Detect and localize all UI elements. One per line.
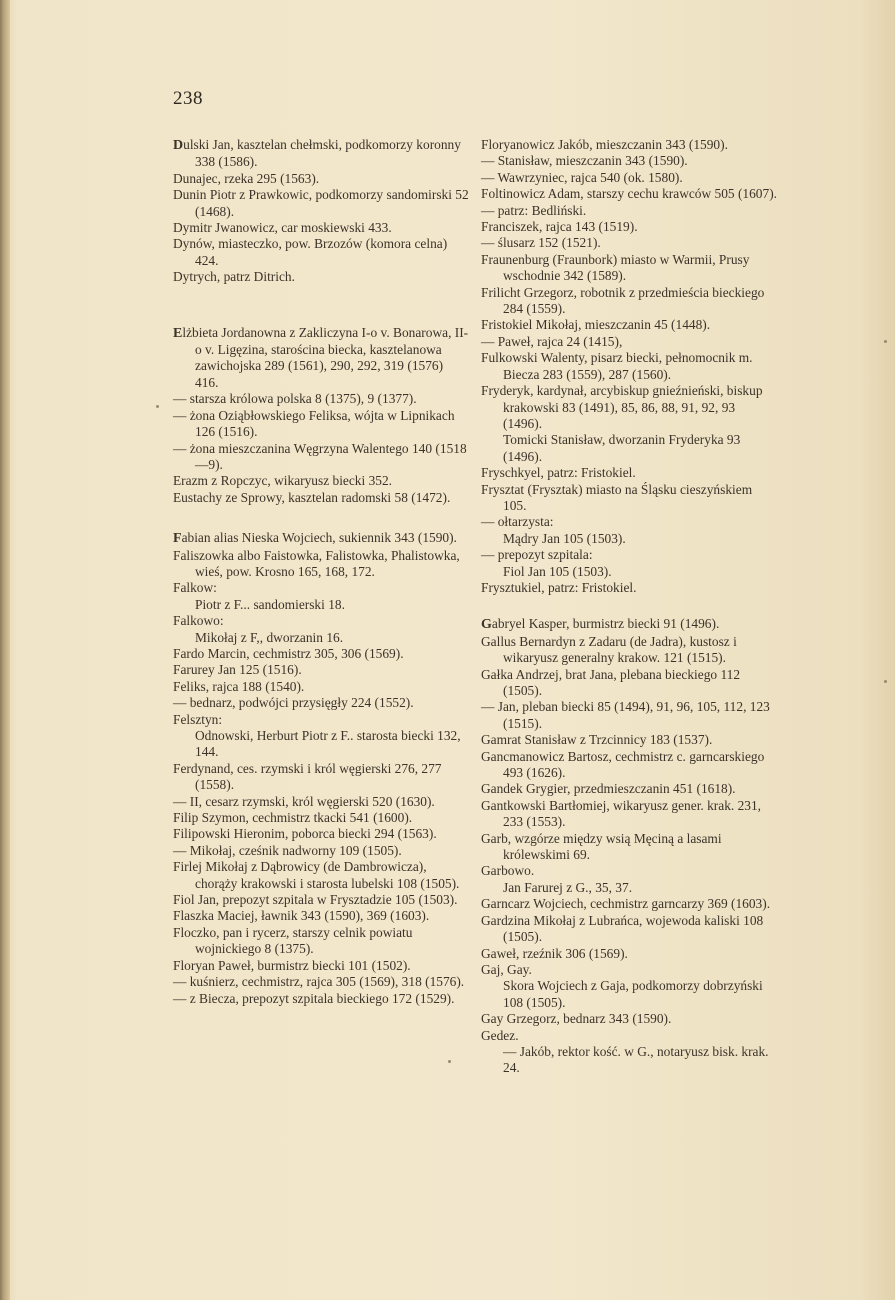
index-entry: — żona Oziąbłowskiego Feliksa, wójta w Lipnikach 126 (1516). [173, 407, 455, 440]
index-entry: Dunajec, rzeka 295 (1563). [173, 170, 320, 186]
index-entry: Floryanowicz Jakób, mieszczanin 343 (1590). [481, 137, 728, 152]
index-entry: Fraunenburg (Fraunbork) miasto w Warmii, Prusy wschodnie 342 (1589). [481, 251, 750, 284]
index-entry: Fulkowski Walenty, pisarz biecki, pełnomocnik m. Biecza 283 (1559), 287 (1560). [481, 350, 753, 382]
index-subentry: — Jakób, rektor kość. w G., notaryusz bisk. krak. 24. [503, 1043, 769, 1076]
index-entry: Gancmanowicz Bartosz, cechmistrz c. garncarskiego 493 (1626). [481, 748, 765, 781]
index-entry: Fryschkyel, patrz: Fristokiel. [481, 465, 636, 481]
index-entry: Fryderyk, kardynał, arcybiskup gnieźnieński, biskup krakowski 83 (1491), 85, 86, 88, 91, 92, 93 (1496). [481, 383, 763, 431]
index-entry: Faliszowka albo Faistowka, Falistowka, Phalistowka, wieś, pow. Krosno 165, 168, 172. [173, 547, 460, 579]
index-entry: Gallus Bernardyn z Zadaru (de Jadra), kustosz i wikaryusz generalny krakow. 121 (1515). [481, 633, 737, 666]
index-entry: Fardo Marcin, cechmistrz 305, 306 (1569). [173, 645, 404, 661]
index-entry: Frysztukiel, patrz: Fristokiel. [481, 579, 637, 595]
index-entry: — II, cesarz rzymski, król węgierski 520 (1630). [173, 793, 435, 809]
index-entry: Frilicht Grzegorz, robotnik z przedmieścia bieckiego 284 (1559). [481, 284, 765, 317]
index-entry: Garb, wzgórze między wsią Męciną a lasami królewskimi 69. [481, 830, 722, 863]
index-entry: Filip Szymon, cechmistrz tkacki 541 (1600). [173, 810, 413, 826]
index-entry: — ołtarzysta: [481, 514, 554, 530]
index-entry: — żona mieszczanina Węgrzyna Walentego 140 (1518—9). [173, 440, 467, 472]
index-entry: Ferdynand, ces. rzymski i król węgierski 276, 277 (1558). [173, 760, 442, 793]
index-subentry: Mikołaj z F,, dworzanin 16. [195, 629, 344, 645]
index-entry: Gaweł, rzeźnik 306 (1569). [481, 945, 628, 961]
index-entry: Fristokiel Mikołaj, mieszczanin 45 (1448). [481, 317, 711, 333]
paper-speck [884, 680, 887, 683]
index-entry: Eustachy ze Sprowy, kasztelan radomski 58 (1472). [173, 489, 451, 505]
index-entry: — Jan, pleban biecki 85 (1494), 91, 96, 105, 112, 123 (1515). [481, 699, 770, 731]
index-entry: Gay Grzegorz, bednarz 343 (1590). [481, 1011, 672, 1027]
index-entry: Gaj, Gay. [481, 961, 532, 977]
index-entry: Gedez. [481, 1027, 519, 1043]
index-entry: Felsztyn: [173, 711, 223, 727]
index-entry: Erazm z Ropczyc, wikaryusz biecki 352. [173, 473, 393, 489]
index-entry: Dymitr Jwanowicz, car moskiewski 433. [173, 220, 392, 236]
index-subentry: Piotr z F... sandomierski 18. [195, 596, 345, 612]
index-column-right [481, 137, 777, 1077]
index-entry: Floczko, pan i rycerz, starszy celnik powiatu wojnickiego 8 (1375). [173, 924, 413, 957]
index-entry: Foltinowicz Adam, starszy cechu krawców 505 (1607). [481, 186, 778, 202]
index-entry: — prepozyt szpitala: [481, 547, 593, 563]
paper-speck [156, 405, 159, 408]
section-gap [173, 506, 469, 530]
index-entry: Gamrat Stanisław z Trzcinnicy 183 (1537). [481, 732, 713, 748]
index-entry: Elżbieta Jordanowna z Zakliczyna I-o v. Bonarowa, II-o v. Ligęzina, starościna biecka, kasztelanowa zawichojska 289 (1561), 290, 292, 319 (1576) 416. [173, 324, 469, 390]
index-entry: Falkowo: [173, 613, 224, 629]
book-spine-edge [0, 0, 10, 1300]
index-entry: Filipowski Hieronim, poborca biecki 294 (1563). [173, 826, 437, 842]
index-entry: — starsza królowa polska 8 (1375), 9 (1377). [173, 391, 417, 407]
index-subentry: Tomicki Stanisław, dworzanin Fryderyka 93 (1496). [503, 432, 741, 464]
index-entry: Fabian alias Nieska Wojciech, sukiennik 343 (1590). [173, 530, 457, 547]
index-entry: Gardzina Mikołaj z Lubrańca, wojewoda kaliski 108 (1505). [481, 912, 764, 945]
index-column-left [173, 137, 469, 1007]
index-entry: Firlej Mikołaj z Dąbrowicy (de Dambrowicza), chorąży krakowski i starosta lubelski 108 (1505). [173, 859, 460, 891]
index-entry: — kuśnierz, cechmistrz, rajca 305 (1569), 318 (1576). [173, 974, 465, 990]
index-entry: — bednarz, podwójci przysięgły 224 (1552). [173, 695, 414, 711]
index-subentry: Skora Wojciech z Gaja, podkomorzy dobrzyński 108 (1505). [503, 978, 763, 1010]
index-entry: Gantkowski Bartłomiej, wikaryusz gener. krak. 231, 233 (1553). [481, 797, 762, 830]
index-entry: Dunin Piotr z Prawkowic, podkomorzy sandomirski 52 (1468). [173, 187, 469, 219]
index-entry: Gandek Grygier, przedmieszczanin 451 (1618). [481, 781, 736, 797]
index-entry: Falkow: [173, 580, 217, 596]
index-entry: Dynów, miasteczko, pow. Brzozów (komora celna) 424. [173, 236, 448, 268]
page-number: 238 [173, 88, 203, 109]
index-entry: Gabryel Kasper, burmistrz biecki 91 (1496). [481, 616, 720, 633]
index-entry: Garbowo. [481, 863, 535, 879]
index-entry: Fiol Jan, prepozyt szpitala w Frysztadzie 105 (1503). [173, 892, 458, 908]
index-entry: — Mikołaj, cześnik nadworny 109 (1505). [173, 842, 402, 858]
index-subentry: Fiol Jan 105 (1503). [503, 563, 612, 579]
index-entry: — patrz: Bedliński. [481, 202, 587, 218]
index-entry: — z Biecza, prepozyt szpitala bieckiego 172 (1529). [173, 990, 455, 1006]
paper-speck [448, 1060, 451, 1063]
index-entry: — Wawrzyniec, rajca 540 (ok. 1580). [481, 169, 683, 185]
index-entry: Franciszek, rajca 143 (1519). [481, 219, 638, 235]
index-entry: Gałka Andrzej, brat Jana, plebana bieckiego 112 (1505). [481, 666, 741, 698]
index-subentry: Odnowski, Herburt Piotr z F.. starosta biecki 132, 144. [195, 728, 461, 760]
index-entry: Flaszka Maciej, ławnik 343 (1590), 369 (1603). [173, 908, 430, 924]
section-gap [481, 596, 777, 616]
paper-speck [884, 340, 887, 343]
index-subentry: Jan Farurej z G., 35, 37. [503, 879, 633, 895]
index-entry: — Stanisław, mieszczanin 343 (1590). [481, 153, 688, 169]
index-entry: Dytrych, patrz Ditrich. [173, 269, 295, 285]
index-entry: — ślusarz 152 (1521). [481, 235, 601, 251]
index-entry: Dulski Jan, kasztelan chełmski, podkomorzy koronny 338 (1586). [173, 137, 461, 170]
index-entry: Feliks, rajca 188 (1540). [173, 678, 305, 694]
index-entry: Frysztat (Frysztak) miasto na Śląsku cieszyńskiem 105. [481, 481, 753, 513]
index-entry: Garncarz Wojciech, cechmistrz garncarzy 369 (1603). [481, 896, 771, 912]
section-gap [173, 286, 469, 325]
index-entry: Floryan Paweł, burmistrz biecki 101 (1502). [173, 957, 411, 973]
index-entry: Farurey Jan 125 (1516). [173, 662, 302, 678]
index-entry: — Paweł, rajca 24 (1415), [481, 333, 623, 349]
index-subentry: Mądry Jan 105 (1503). [503, 530, 626, 546]
